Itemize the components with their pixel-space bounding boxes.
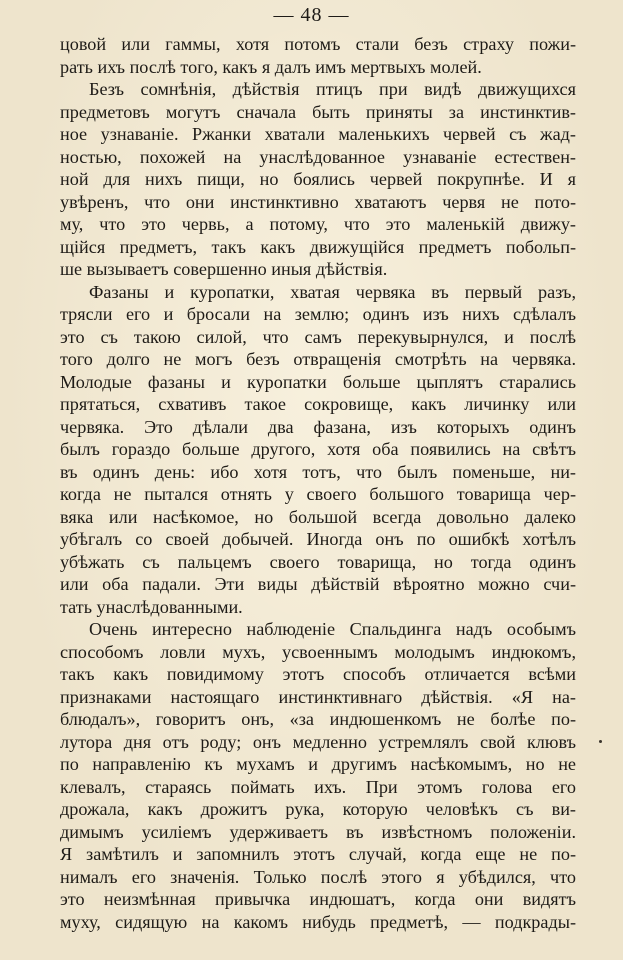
text-line: Фазаны и куропатки, хватая червяка въ первый разъ, [89, 281, 576, 302]
text-line: это неизмѣнная привычка индюшатъ, когда они видятъ [60, 889, 576, 909]
body-text [60, 33, 576, 933]
text-line: Безъ сомнѣнія, дѣйствія птицъ при видѣ движущихся [89, 79, 576, 99]
text-line: цовой или гаммы, хотя потомъ стали безъ страху пожи- [60, 34, 576, 54]
text-line: трясли его и бросали на землю; одинъ изъ нихъ сдѣлалъ [60, 304, 576, 324]
text-line: или оба падали. Эти виды дѣйствій вѣроятно можно счи- [60, 574, 576, 594]
text-line: убѣжать съ пальцемъ своего товарища, но тогда одинъ [60, 551, 576, 572]
text-line: рать ихъ послѣ того, какъ я далъ имъ мертвыхъ молей. [60, 56, 482, 77]
text-line: димымъ усиліемъ удерживаетъ въ извѣстномъ положеніи. [60, 821, 576, 842]
text-line: прятаться, схвативъ такое сокровище, какъ личинку или [60, 394, 576, 414]
text-line: того долго не могъ безъ отвращенія смотрѣть на червяка. [60, 349, 576, 369]
text-line: когда не пытался отнять у своего большого товарища чер- [60, 484, 576, 504]
text-line: щійся предметъ, такъ какъ движущійся предметъ побольп- [60, 236, 576, 257]
text-line: ностью, похожей на унаслѣдованное узнаваніе естествен- [60, 146, 576, 167]
text-line: увѣренъ, что они инстинктивно хватаютъ червя не пото- [60, 191, 576, 212]
text-line: червяка. Это дѣлали два фазана, изъ которыхъ одинъ [60, 416, 576, 437]
text-line: ше вызываетъ совершенно иныя дѣйствія. [60, 259, 388, 279]
text-line: въ одинъ день: ибо хотя тотъ, что былъ поменьше, ни- [60, 461, 576, 482]
ink-speck [599, 740, 602, 743]
text-line: предметовъ могутъ сначала быть приняты за инстинктив- [60, 101, 576, 122]
text-line: муху, сидящую на какомъ нибудь предметѣ, — подкрады- [60, 911, 576, 932]
text-line: былъ гораздо больше другого, хотя оба появились на свѣтъ [60, 439, 576, 459]
text-line: ное узнаваніе. Ржанки хватали маленькихъ червей съ жад- [60, 124, 576, 144]
text-line: способомъ ловли мухъ, усвоеннымъ молодымъ индюкомъ, [60, 641, 576, 662]
text-line: нималъ его значенія. Только послѣ этого я убѣдился, что [60, 866, 576, 887]
text-line: тать унаслѣдованными. [60, 596, 243, 617]
text-line: убѣгалъ со своей добычей. Иногда онъ по ошибкѣ хотѣлъ [60, 529, 576, 549]
text-line: по направленію къ мухамъ и другимъ насѣкомымъ, но не [60, 754, 576, 774]
text-line: блюдалъ», говоритъ онъ, «за индюшенкомъ не болѣе по- [60, 709, 576, 729]
text-line: Молодые фазаны и куропатки больше цыплятъ старались [60, 371, 576, 392]
text-line: Очень интересно наблюденіе Спальдинга надъ особымъ [89, 619, 576, 639]
page-number: — 48 — [273, 4, 350, 26]
text-line: признаками настоящаго инстинктивнаго дѣйствія. «Я на- [60, 686, 576, 707]
text-line: ной для нихъ пищи, но боялись червей покрупнѣе. И я [60, 169, 576, 189]
text-line: Я замѣтилъ и запомнилъ этотъ случай, когда еще не по- [60, 844, 576, 864]
text-line: му, что это червь, а потому, что это маленькій движу- [60, 214, 576, 234]
text-line: лутора дня отъ роду; онъ медленно устремлялъ свой клювъ [60, 731, 576, 752]
text-line: такъ какъ повидимому этотъ способъ отличается всѣми [60, 664, 576, 684]
text-line: вяка или насѣкомое, но большой всегда довольно далеко [60, 506, 576, 527]
text-line: клевалъ, стараясь поймать ихъ. При этомъ голова его [60, 776, 576, 797]
text-line: это съ такою силой, что самъ перекувырнулся, и послѣ [60, 326, 576, 347]
text-line: дрожала, какъ дрожитъ рука, которую человѣкъ съ ви- [60, 799, 576, 819]
